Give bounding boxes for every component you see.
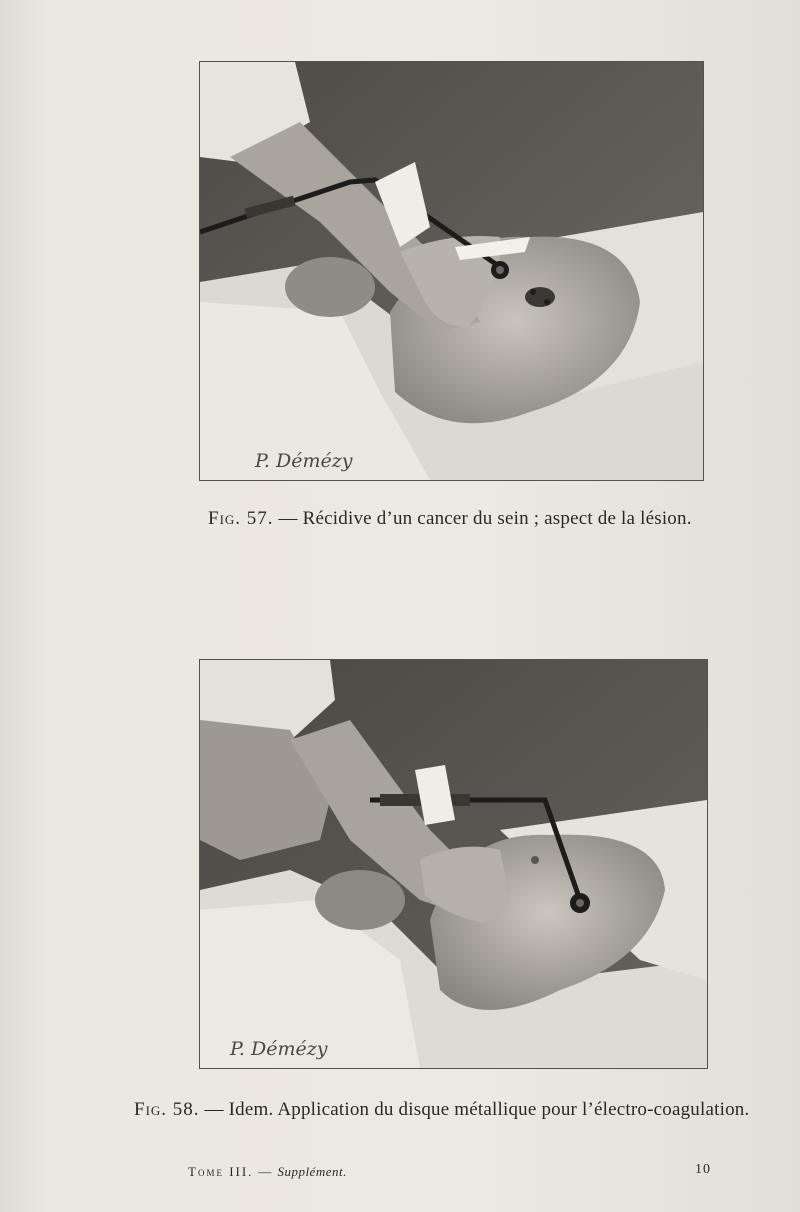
surgery-photo-58 [200,660,707,1068]
figure-57-caption-text: — Récidive d’un cancer du sein ; aspect de la lésion. [278,508,692,529]
figure-58-caption [134,1099,749,1121]
footer-separator: — [253,1164,278,1179]
photographer-signature-58: P. Démézy [230,1038,328,1060]
figure-58-label: Fig. 58. [134,1099,200,1120]
figure-57-label: Fig. 57. [208,508,274,529]
figure-57-caption [208,508,692,530]
figure-58-photograph [200,660,707,1068]
figure-58-caption-text: — Idem. Application du disque métallique pour l’électro-coagulation. [204,1099,750,1120]
volume-label: Tome III. [188,1164,254,1179]
photographer-signature-57: P. Démézy [255,450,353,472]
supplement-label: Supplément. [277,1164,347,1179]
running-footer [188,1164,347,1180]
surgery-photo-57 [200,62,703,480]
figure-57-photograph [200,62,703,480]
page-number: 10 [695,1162,711,1177]
